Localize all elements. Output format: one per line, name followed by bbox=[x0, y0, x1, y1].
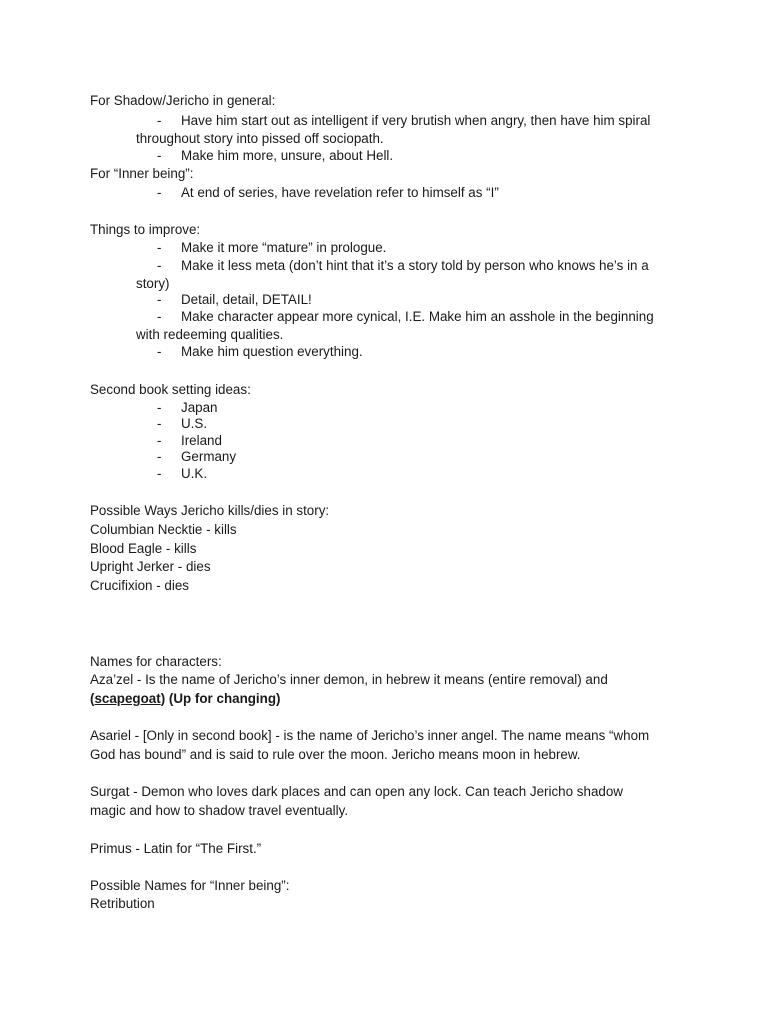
azazel-scapegoat: scapegoat bbox=[94, 691, 161, 706]
kills-item: Blood Eagle - kills bbox=[90, 541, 197, 556]
setting-item: U.K. bbox=[181, 466, 208, 481]
inner-names-heading: Possible Names for “Inner being”: bbox=[90, 878, 290, 893]
azazel-close-paren: ) bbox=[160, 691, 166, 706]
bullet-dash: - bbox=[157, 433, 162, 448]
bullet-dash: - bbox=[157, 466, 162, 481]
shadow-bullet-1-cont: throughout story into pissed off sociopath. bbox=[136, 131, 384, 146]
bullet-dash: - bbox=[157, 148, 162, 163]
bullet-dash: - bbox=[157, 416, 162, 431]
surgat-line-2: magic and how to shadow travel eventually. bbox=[90, 803, 349, 818]
kills-item: Columbian Necktie - kills bbox=[90, 522, 237, 537]
azazel-line-2 bbox=[90, 690, 280, 708]
setting-item: Germany bbox=[181, 449, 237, 464]
bullet-dash: - bbox=[157, 449, 162, 464]
shadow-heading: For Shadow/Jericho in general: bbox=[90, 93, 276, 108]
kills-item: Upright Jerker - dies bbox=[90, 559, 211, 574]
shadow-bullet-1: Have him start out as intelligent if very brutish when angry, then have him spiral bbox=[181, 113, 651, 128]
bullet-dash: - bbox=[157, 240, 162, 255]
improve-bullet-2-cont: story) bbox=[136, 276, 170, 291]
azazel-note: (Up for changing) bbox=[165, 691, 281, 706]
kills-heading: Possible Ways Jericho kills/dies in story: bbox=[90, 503, 330, 518]
improve-bullet-4: Make character appear more cynical, I.E. Make him an asshole in the beginning bbox=[181, 309, 654, 324]
inner-names-item: Retribution bbox=[90, 896, 155, 911]
improve-bullet-5: Make him question everything. bbox=[181, 344, 363, 359]
improve-bullet-1: Make it more “mature” in prologue. bbox=[181, 240, 387, 255]
improve-bullet-2: Make it less meta (don’t hint that it’s a story told by person who knows he’s in a bbox=[181, 258, 649, 273]
bullet-dash: - bbox=[157, 344, 162, 359]
improve-bullet-3: Detail, detail, DETAIL! bbox=[181, 292, 312, 307]
inner-being-bullet-1: At end of series, have revelation refer to himself as “I” bbox=[181, 185, 499, 200]
bullet-dash: - bbox=[157, 258, 162, 273]
inner-being-heading: For “Inner being”: bbox=[90, 166, 194, 181]
bullet-dash: - bbox=[157, 292, 162, 307]
asariel-line-1: Asariel - [Only in second book] - is the name of Jericho’s inner angel. The name means “whom bbox=[90, 728, 650, 743]
kills-item: Crucifixion - dies bbox=[90, 578, 189, 593]
azazel-line-1: Aza’zel - Is the name of Jericho’s inner demon, in hebrew it means (entire removal) and bbox=[90, 672, 608, 687]
setting-item: Japan bbox=[181, 400, 218, 415]
improve-heading: Things to improve: bbox=[90, 222, 201, 237]
surgat-line-1: Surgat - Demon who loves dark places and can open any lock. Can teach Jericho shadow bbox=[90, 784, 623, 799]
shadow-bullet-2: Make him more, unsure, about Hell. bbox=[181, 148, 394, 163]
setting-item: U.S. bbox=[181, 416, 208, 431]
bullet-dash: - bbox=[157, 309, 162, 324]
bullet-dash: - bbox=[157, 400, 162, 415]
setting-heading: Second book setting ideas: bbox=[90, 382, 251, 397]
names-heading: Names for characters: bbox=[90, 654, 222, 669]
bullet-dash: - bbox=[157, 185, 162, 200]
azazel-open-paren: ( bbox=[90, 691, 95, 706]
asariel-line-2: God has bound” and is said to rule over the moon. Jericho means moon in hebrew. bbox=[90, 747, 581, 762]
improve-bullet-4-cont: with redeeming qualities. bbox=[136, 327, 284, 342]
setting-item: Ireland bbox=[181, 433, 222, 448]
primus-line: Primus - Latin for “The First.” bbox=[90, 841, 262, 856]
bullet-dash: - bbox=[157, 113, 162, 128]
